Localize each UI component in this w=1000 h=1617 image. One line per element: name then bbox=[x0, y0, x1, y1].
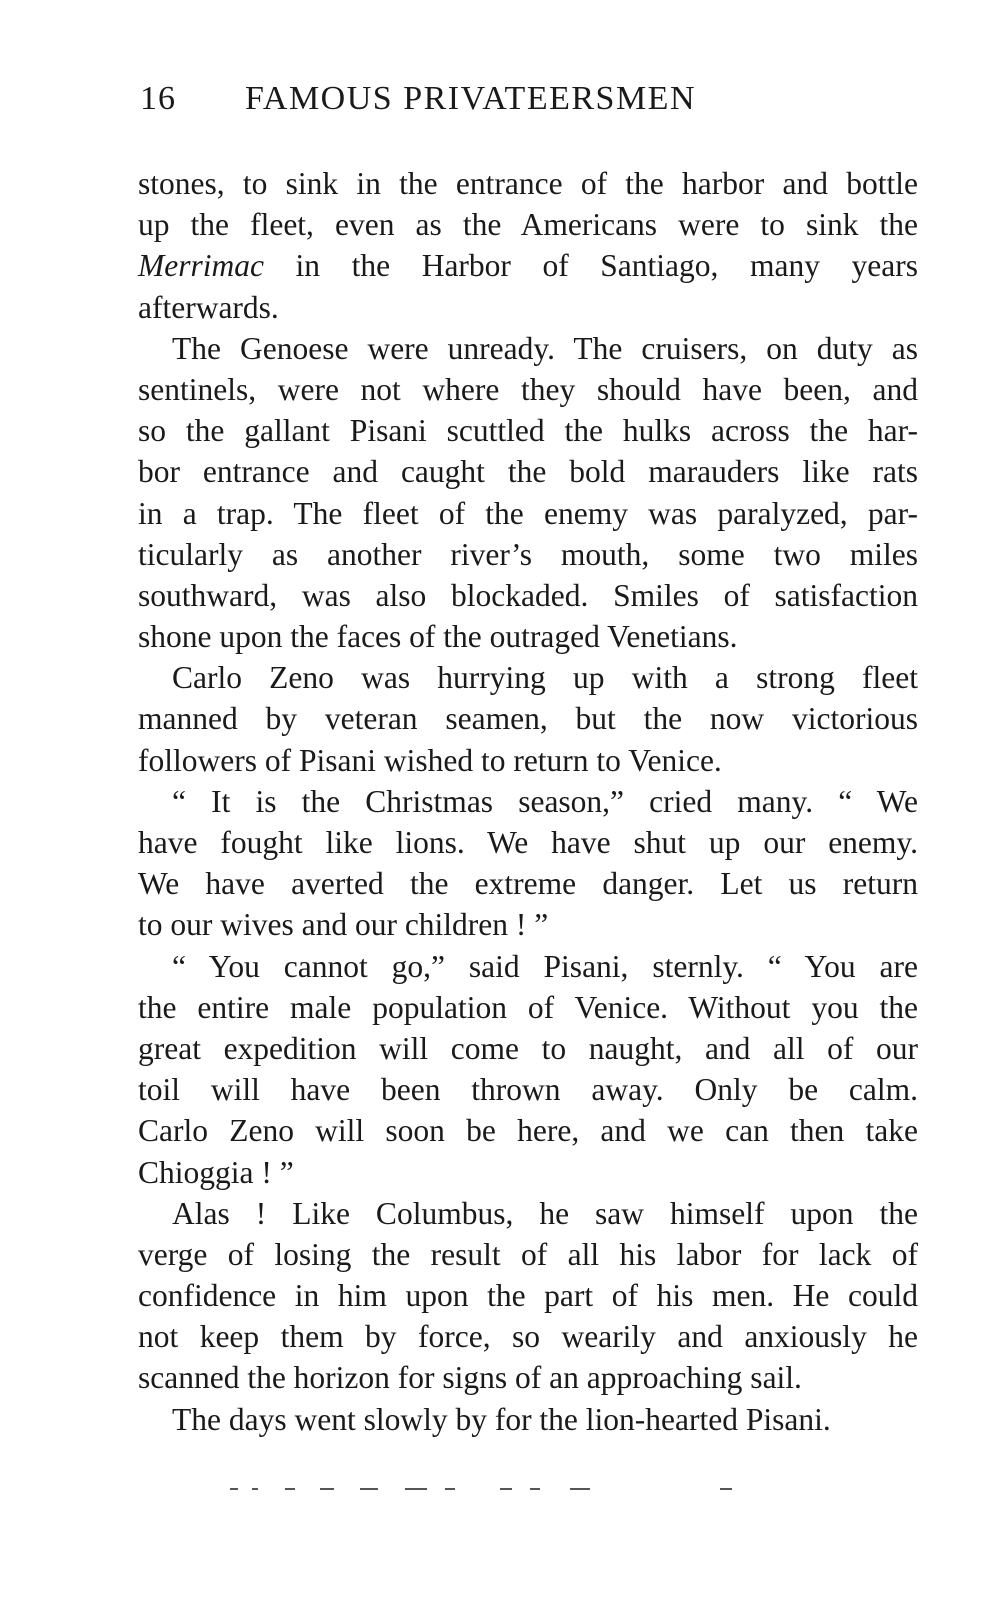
text-line: followers of Pisani wished to return to Venice. bbox=[138, 742, 722, 778]
bleed-mark bbox=[530, 1488, 540, 1490]
text-line bbox=[138, 245, 918, 286]
paragraph-start-line: “ It is the Christmas season,” cried many. “ We bbox=[172, 783, 918, 819]
paragraph-start-line: Carlo Zeno was hurrying up with a strong fleet bbox=[172, 660, 918, 696]
bleed-mark bbox=[445, 1488, 455, 1490]
ship-name: Merrimac bbox=[138, 248, 264, 284]
text-line: in a trap. The fleet of the enemy was paralyzed, par- bbox=[138, 495, 918, 531]
running-head bbox=[140, 80, 840, 130]
bleed-mark bbox=[500, 1488, 512, 1490]
text-line: the entire male population of Venice. Without you the bbox=[138, 989, 918, 1025]
body-text bbox=[138, 163, 918, 1440]
paragraph-start-line: The Genoese were unready. The cruisers, on duty as bbox=[172, 330, 918, 366]
running-title: FAMOUS PRIVATEERSMEN bbox=[245, 80, 696, 117]
bleed-through-marks bbox=[230, 1488, 750, 1496]
text-line: not keep them by force, so wearily and anxiously he bbox=[138, 1319, 918, 1355]
text-line: sentinels, were not where they should have been, and bbox=[138, 371, 918, 407]
text-line: ticularly as another river’s mouth, some two miles bbox=[138, 536, 918, 572]
bleed-mark bbox=[285, 1488, 295, 1490]
text-fragment: in the Harbor of Santiago, many years bbox=[263, 248, 918, 284]
bleed-mark bbox=[252, 1488, 258, 1490]
bleed-mark bbox=[360, 1488, 378, 1490]
bleed-mark bbox=[720, 1488, 732, 1490]
text-line: shone upon the faces of the outraged Venetians. bbox=[138, 619, 738, 655]
text-line: verge of losing the result of all his labor for lack of bbox=[138, 1236, 918, 1272]
text-line: up the fleet, even as the Americans were to sink the bbox=[138, 207, 918, 243]
text-line: have fought like lions. We have shut up our enemy. bbox=[138, 825, 918, 860]
text-line: toil will have been thrown away. Only be calm. bbox=[138, 1072, 918, 1108]
paragraph-start-line: The days went slowly by for the lion-hearted Pisani. bbox=[172, 1401, 831, 1437]
text-line: to our wives and our children ! ” bbox=[138, 907, 549, 943]
bleed-mark bbox=[570, 1488, 590, 1490]
text-line: scanned the horizon for signs of an approaching sail. bbox=[138, 1360, 802, 1396]
text-line: confidence in him upon the part of his men. He could bbox=[138, 1278, 918, 1314]
text-line: afterwards. bbox=[138, 289, 279, 325]
text-line: Carlo Zeno will soon be here, and we can then take bbox=[138, 1113, 918, 1149]
text-line: manned by veteran seamen, but the now victorious bbox=[138, 701, 918, 737]
text-line: bor entrance and caught the bold marauders like rats bbox=[138, 454, 918, 490]
paragraph-start-line: “ You cannot go,” said Pisani, sternly. “ You are bbox=[172, 948, 918, 984]
text-line: southward, was also blockaded. Smiles of satisfaction bbox=[138, 577, 918, 613]
text-line: We have averted the extreme danger. Let us return bbox=[138, 866, 918, 902]
text-line: great expedition will come to naught, and all of our bbox=[138, 1030, 918, 1066]
text-line: Chioggia ! ” bbox=[138, 1154, 294, 1190]
paragraph-start-line: Alas ! Like Columbus, he saw himself upon the bbox=[172, 1195, 918, 1231]
bleed-mark bbox=[405, 1488, 427, 1490]
bleed-mark bbox=[230, 1488, 238, 1490]
text-line: stones, to sink in the entrance of the harbor and bottle bbox=[138, 166, 918, 201]
bleed-mark bbox=[320, 1488, 334, 1490]
text-line: so the gallant Pisani scuttled the hulks across the har- bbox=[138, 413, 918, 449]
page-number: 16 bbox=[140, 80, 176, 117]
